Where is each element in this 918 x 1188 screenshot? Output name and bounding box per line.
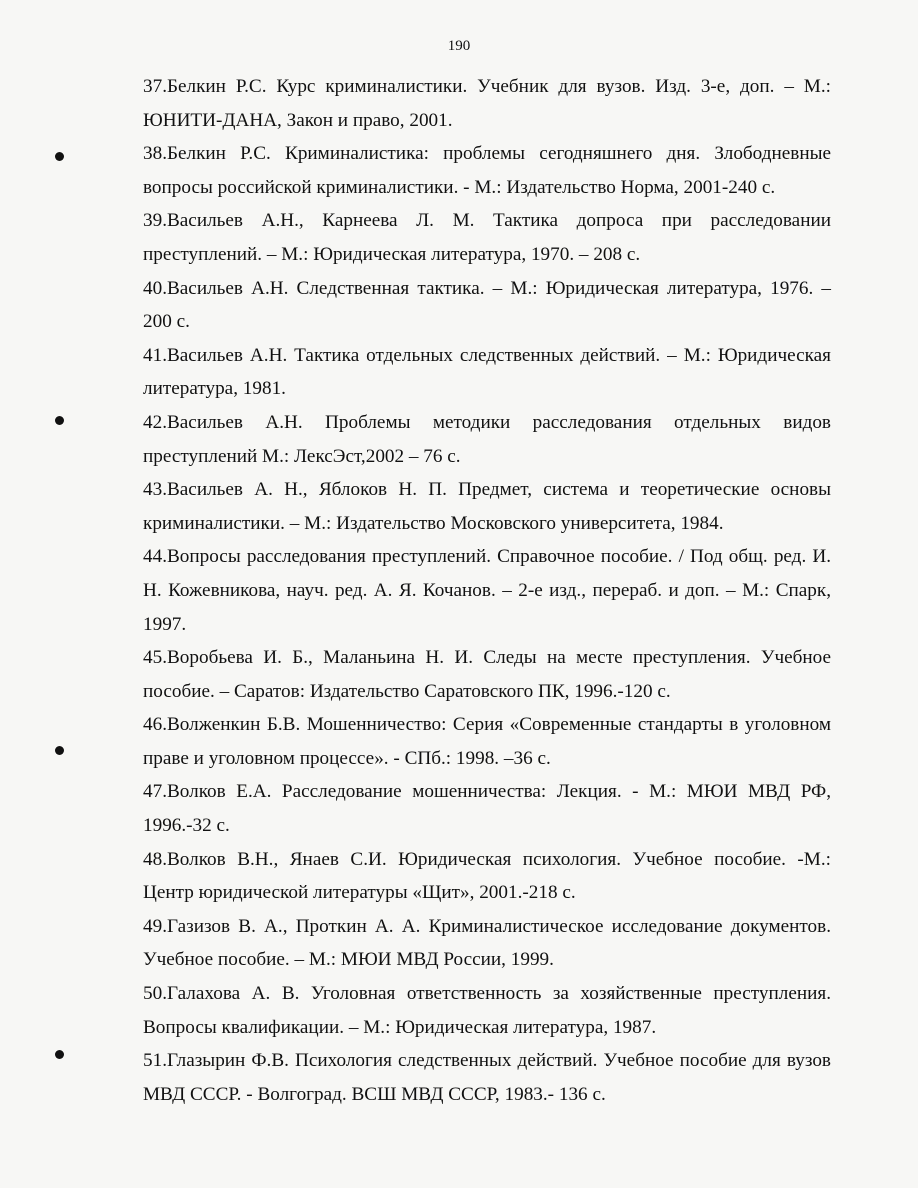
reference-item: 43.Васильев А. Н., Яблоков Н. П. Предмет, система и теоретические основы криминалистики. – М.: Издательство Московского университета, 1984. <box>143 479 831 534</box>
reference-item: 45.Воробьева И. Б., Маланьина Н. И. Следы на месте преступления. Учебное пособие. – Саратов: Издательство Саратовского ПК, 1996.-120 с. <box>143 647 831 702</box>
reference-item: 41.Васильев А.Н. Тактика отдельных следственных действий. – М.: Юридическая литература, 1981. <box>143 344 831 400</box>
reference-item: 42.Васильев А.Н. Проблемы методики расследования отдельных видов преступлений М.: ЛексЭст,2002 – 76 с. <box>143 411 831 467</box>
reference-item: 40.Васильев А.Н. Следственная тактика. – М.: Юридическая литература, 1976. – 200 с. <box>143 277 831 333</box>
reference-item: 46.Волженкин Б.В. Мошенничество: Серия «Современные стандарты в уголовном праве и уголовном процессе». - СПб.: 1998. –36 с. <box>143 714 831 769</box>
reference-item: 50.Галахова А. В. Уголовная ответственность за хозяйственные преступления. Вопросы квалификации. – М.: Юридическая литература, 1987. <box>143 983 831 1038</box>
reference-item: 48.Волков В.Н., Янаев С.И. Юридическая психология. Учебное пособие. -М.: Центр юридической литературы «Щит», 2001.-218 с. <box>143 848 831 904</box>
margin-dot <box>55 152 64 161</box>
page-number: 190 <box>447 38 471 54</box>
reference-item: 47.Волков Е.А. Расследование мошенничества: Лекция. - М.: МЮИ МВД РФ, 1996.-32 с. <box>143 781 831 837</box>
reference-item: 37.Белкин Р.С. Курс криминалистики. Учебник для вузов. Изд. 3-е, доп. – М.: ЮНИТИ-ДАНА, Закон и право, 2001. <box>143 76 831 131</box>
margin-dot <box>55 746 64 755</box>
reference-item: 51.Глазырин Ф.В. Психология следственных действий. Учебное пособие для вузов МВД СССР. - Волгоград. ВСШ МВД СССР, 1983.- 136 с. <box>143 1050 831 1105</box>
reference-list <box>143 70 831 1111</box>
reference-item: 49.Газизов В. А., Проткин А. А. Криминалистическое исследование документов. Учебное пособие. – М.: МЮИ МВД России, 1999. <box>143 915 831 971</box>
reference-item: 38.Белкин Р.С. Криминалистика: проблемы сегодняшнего дня. Злободневные вопросы российской криминалистики. - М.: Издательство Норма, 2001-240 с. <box>143 143 831 198</box>
reference-item: 44.Вопросы расследования преступлений. Справочное пособие. / Под общ. ред. И. Н. Кожевникова, науч. ред. А. Я. Кочанов. – 2-е изд., перераб. и доп. – М.: Спарк, 1997. <box>143 546 831 635</box>
margin-dot <box>55 1050 64 1059</box>
margin-dot <box>55 416 64 425</box>
reference-item: 39.Васильев А.Н., Карнеева Л. М. Тактика допроса при расследовании преступлений. – М.: Юридическая литература, 1970. – 208 с. <box>143 210 831 265</box>
